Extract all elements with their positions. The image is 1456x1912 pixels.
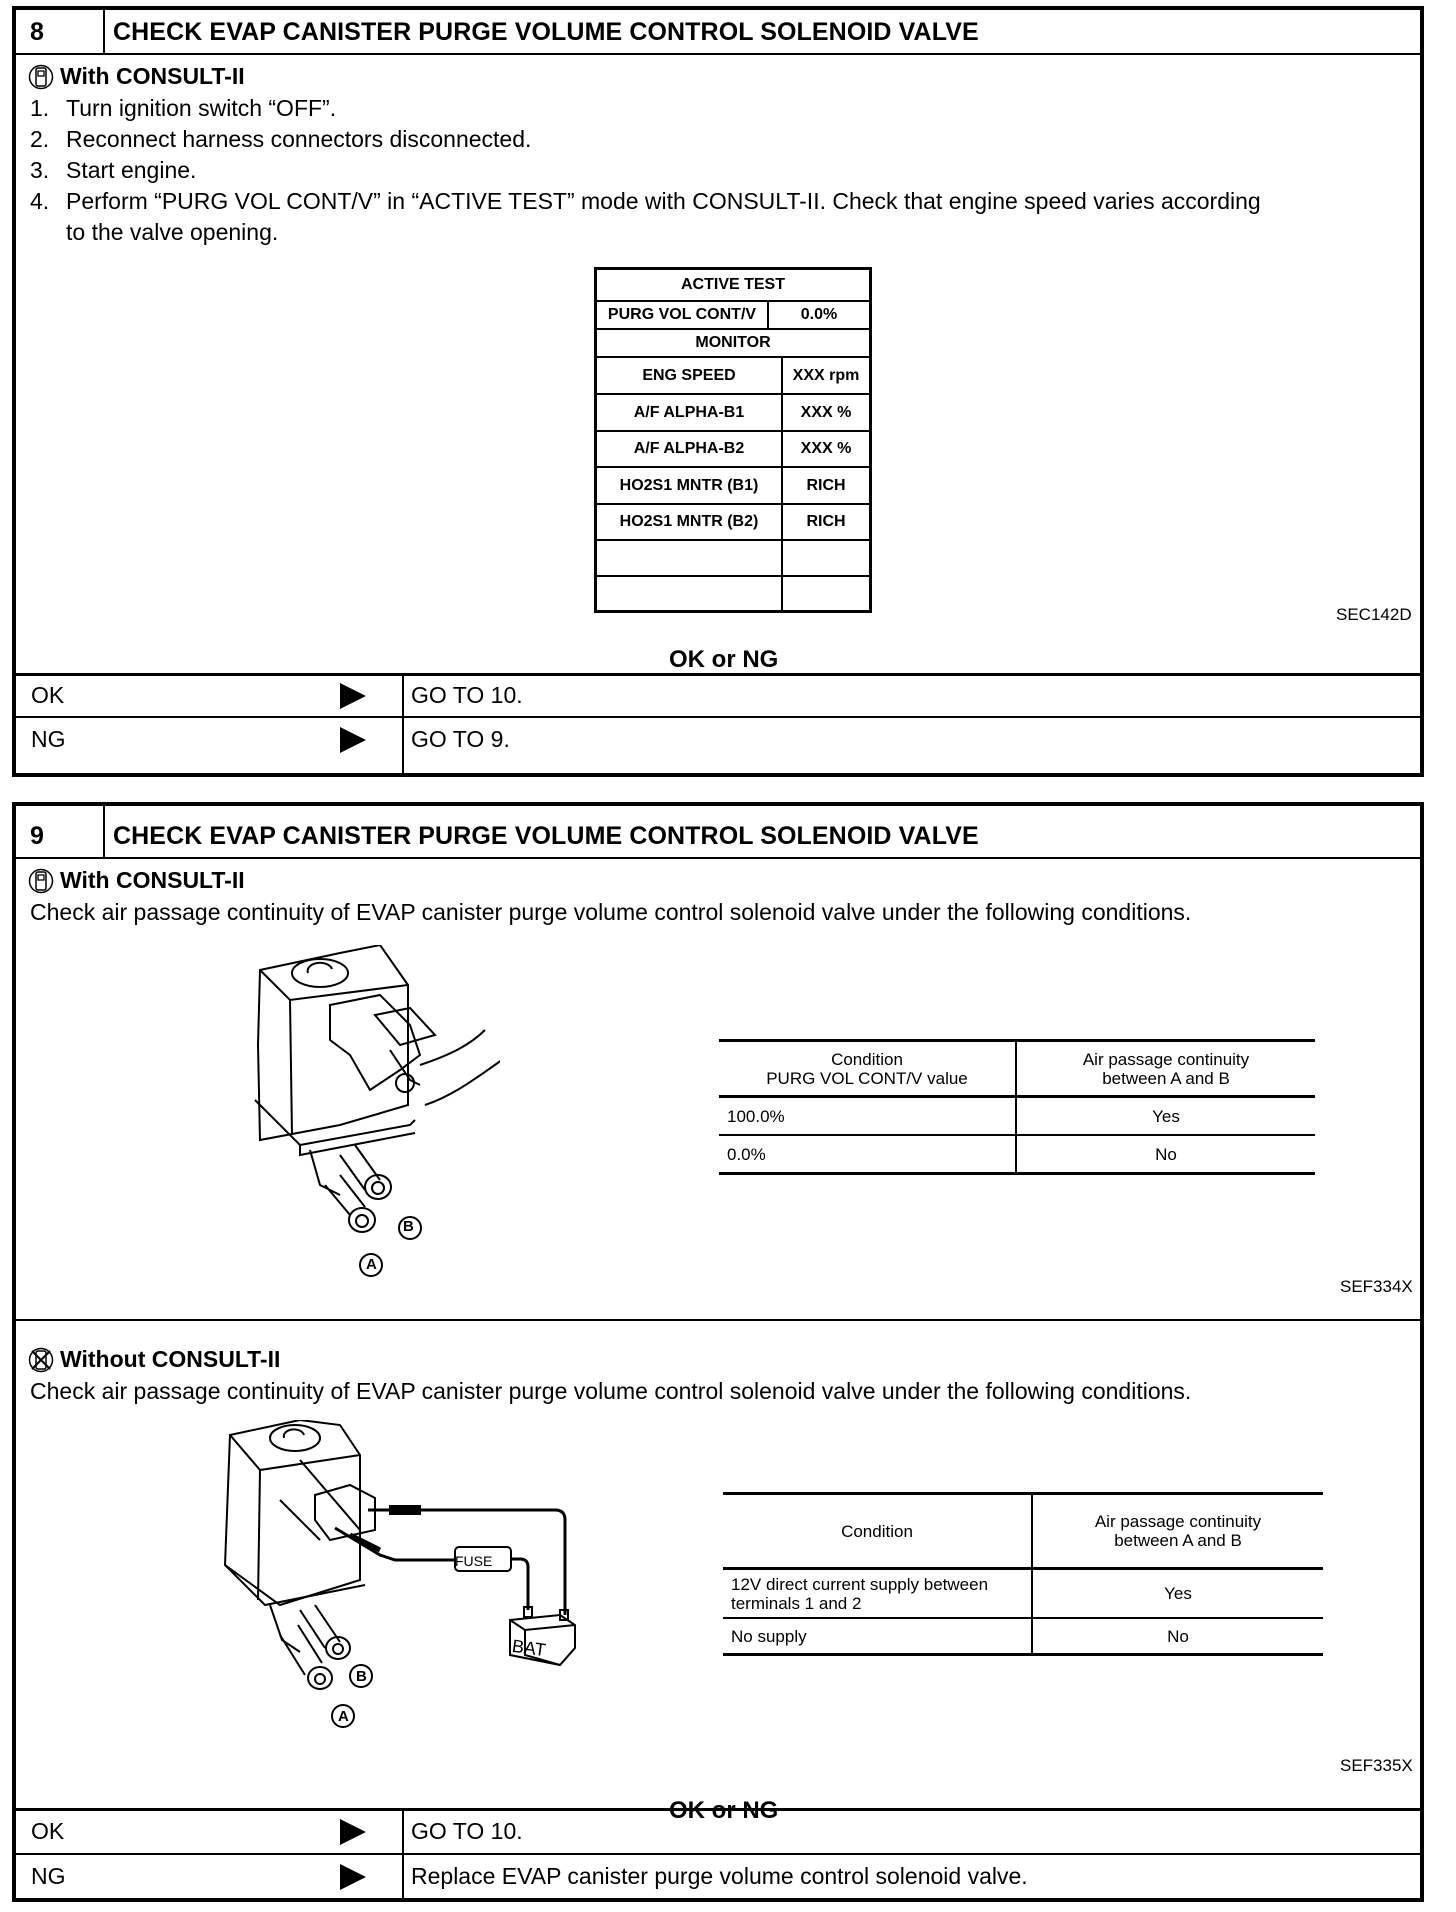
section-8-number-divider <box>103 8 105 54</box>
with-consult-subheading <box>28 867 245 894</box>
port-a-label: A <box>338 1708 349 1725</box>
with-consult-instruction: Check air passage continuity of EVAP canister purge volume control solenoid valve under the following conditions. <box>30 899 1192 925</box>
table-header-condition: Condition PURG VOL CONT/V value <box>766 1049 968 1088</box>
section-9-title: CHECK EVAP CANISTER PURGE VOLUME CONTROL SOLENOID VALVE <box>113 822 979 850</box>
subsection-divider <box>14 1319 1422 1321</box>
monitor-value: XXX rpm <box>792 366 860 384</box>
arrow-right-icon <box>340 1864 366 1890</box>
consult-tool-icon <box>28 868 54 894</box>
table-cell-condition: 100.0% <box>727 1106 785 1126</box>
arrow-right-icon <box>340 1819 366 1845</box>
monitor-label: A/F ALPHA-B2 <box>597 432 783 466</box>
monitor-header: MONITOR <box>695 334 771 351</box>
battery-condition-table <box>723 1492 1323 1657</box>
ok-or-ng-label <box>669 1797 778 1825</box>
monitor-value: RICH <box>806 476 846 494</box>
solenoid-battery-diagram <box>220 1420 580 1750</box>
fuse-label: FUSE <box>455 1553 493 1569</box>
monitor-label-empty <box>597 577 783 610</box>
table-header-continuity: Air passage continuity between A and B <box>1094 1512 1262 1550</box>
port-b-label: B <box>403 1218 414 1235</box>
table-cell-continuity: Yes <box>1152 1106 1180 1126</box>
table-cell-continuity: Yes <box>1164 1584 1192 1603</box>
section-9-number-divider <box>103 804 105 858</box>
table-cell-continuity: No <box>1155 1144 1177 1164</box>
result-ok-label: OK <box>31 1818 65 1844</box>
section-9-number: 9 <box>30 822 44 850</box>
result-ng-action: GO TO 9. <box>411 726 510 752</box>
without-consult-instruction: Check air passage continuity of EVAP canister purge volume control solenoid valve under the following conditions. <box>30 1378 1192 1404</box>
subheading-text: With CONSULT-II <box>60 867 245 893</box>
step-1: 1. Turn ignition switch “OFF”. <box>30 95 337 121</box>
monitor-value-empty <box>783 541 869 575</box>
no-consult-tool-icon <box>28 1347 54 1373</box>
result-divider <box>14 1808 1422 1811</box>
active-test-header: ACTIVE TEST <box>680 276 785 293</box>
section-8-title: CHECK EVAP CANISTER PURGE VOLUME CONTROL SOLENOID VALVE <box>113 18 979 46</box>
monitor-label: A/F ALPHA-B1 <box>597 395 783 430</box>
result-ng-label: NG <box>31 1863 66 1889</box>
port-b-label: B <box>356 1668 367 1685</box>
table-bottom-border <box>723 1653 1323 1656</box>
monitor-value: RICH <box>806 513 846 530</box>
solenoid-valve-diagram <box>240 945 500 1285</box>
subheading-text: Without CONSULT-II <box>60 1346 281 1372</box>
active-test-item: PURG VOL CONT/V <box>597 302 769 328</box>
arrow-right-icon <box>340 727 366 753</box>
step-4-continued: to the valve opening. <box>66 219 279 245</box>
active-test-table <box>594 267 872 613</box>
result-ng-label: NG <box>31 726 66 752</box>
section-8-subheading <box>28 63 245 90</box>
table-cell-condition: 12V direct current supply between terminals 1 and 2 <box>731 1574 989 1613</box>
result-column-divider <box>402 1810 404 1900</box>
result-divider <box>14 673 1422 676</box>
purge-volume-condition-table <box>719 1039 1315 1187</box>
monitor-value-empty <box>783 577 869 610</box>
consult-tool-icon <box>28 64 54 90</box>
monitor-label-empty <box>597 541 783 575</box>
monitor-label: HO2S1 MNTR (B2) <box>597 505 783 539</box>
result-ok-label: OK <box>31 682 65 708</box>
monitor-value: XXX % <box>800 440 852 457</box>
monitor-value: XXX % <box>800 403 852 421</box>
monitor-label: HO2S1 MNTR (B1) <box>597 468 783 503</box>
table-header-continuity: Air passage continuity between A and B <box>1082 1049 1250 1088</box>
result-ok-action: GO TO 10. <box>411 682 523 708</box>
active-test-item-value: 0.0% <box>800 306 838 323</box>
result-divider <box>14 716 1422 718</box>
result-divider <box>14 1853 1422 1855</box>
table-cell-condition: 0.0% <box>727 1144 766 1164</box>
figure-ref: SEF334X <box>1340 1277 1413 1296</box>
step-2: 2. Reconnect harness connectors disconnected. <box>30 126 532 152</box>
monitor-label: ENG SPEED <box>597 358 783 393</box>
section-8-number: 8 <box>30 18 44 46</box>
arrow-right-icon <box>340 683 366 709</box>
result-ng-action: Replace EVAP canister purge volume control solenoid valve. <box>411 1863 1028 1889</box>
table-bottom-border <box>719 1172 1315 1175</box>
figure-ref: SEF335X <box>1340 1756 1413 1775</box>
table-cell-continuity: No <box>1167 1626 1189 1646</box>
section-8-title-divider <box>14 53 1422 55</box>
without-consult-subheading <box>28 1346 280 1373</box>
battery-label: BAT <box>510 1635 547 1661</box>
result-ok-action: GO TO 10. <box>411 1818 523 1844</box>
port-a-label: A <box>366 1256 377 1273</box>
result-column-divider <box>402 675 404 775</box>
figure-ref: SEC142D <box>1336 605 1412 624</box>
table-header-condition: Condition <box>841 1521 913 1541</box>
section-9-title-divider <box>14 857 1422 859</box>
table-cell-condition: No supply <box>731 1626 807 1646</box>
ok-or-ng-label: OK or NG <box>669 646 779 673</box>
subheading-text: With CONSULT-II <box>60 63 245 89</box>
step-4: 4. Perform “PURG VOL CONT/V” in “ACTIVE TEST” mode with CONSULT-II. Check that engine speed varies according <box>30 188 1261 214</box>
step-3: 3. Start engine. <box>30 157 197 183</box>
